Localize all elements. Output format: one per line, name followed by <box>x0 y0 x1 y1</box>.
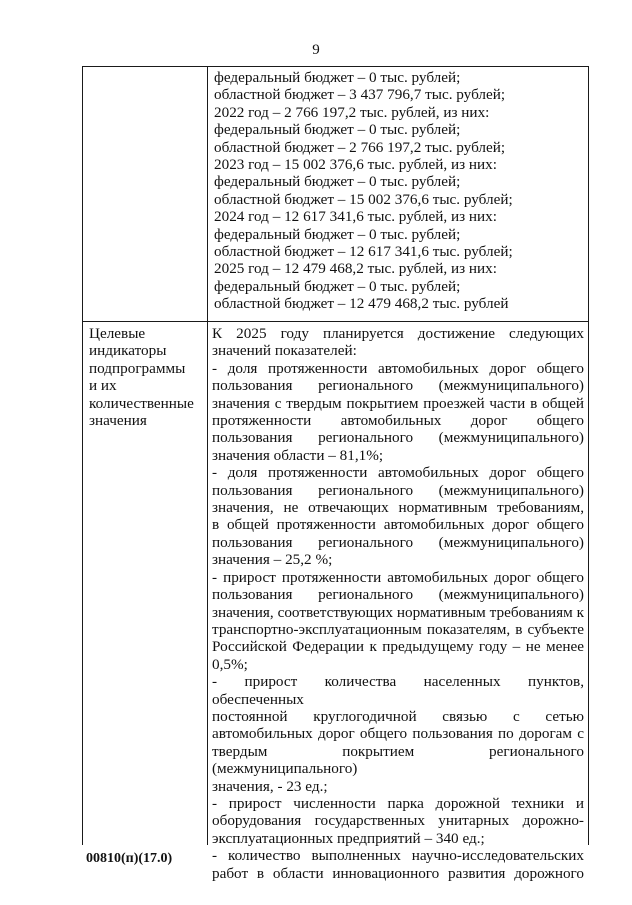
indicator-line: значения – 25,2 %; <box>212 551 333 569</box>
document-code: 00810(п)(17.0) <box>86 851 173 866</box>
indicator-line: твердым покрытием регионального (межмуниципального) <box>212 742 584 778</box>
funding-line: 2025 год – 12 479 468,2 тыс. рублей, из них: <box>214 260 497 278</box>
label-line: Целевые <box>89 325 146 342</box>
funding-cell <box>214 69 584 313</box>
label-line: количественные <box>89 394 194 412</box>
indicator-line: транспортно-эксплуатационным показателям, в субъекте <box>212 620 584 638</box>
indicators-cell <box>212 325 584 882</box>
indicator-line: значения, не отвечающих нормативным требованиям, <box>212 499 584 517</box>
indicator-line: пользования регионального (межмуниципального) <box>212 533 584 551</box>
indicator-line: - доля протяженности автомобильных дорог общего <box>212 359 584 377</box>
indicator-line: - доля протяженности автомобильных дорог общего <box>212 464 584 482</box>
funding-line: областной бюджет – 3 437 796,7 тыс. рублей; <box>214 86 506 104</box>
funding-line: федеральный бюджет – 0 тыс. рублей; <box>214 69 461 86</box>
indicator-line: К 2025 году планируется достижение следующих <box>212 325 584 342</box>
funding-line: 2024 год – 12 617 341,6 тыс. рублей, из них: <box>214 208 497 226</box>
funding-line: федеральный бюджет – 0 тыс. рублей; <box>214 173 461 191</box>
indicators-label <box>89 325 194 429</box>
indicator-line: - прирост численности парка дорожной техники и <box>212 794 584 812</box>
label-line: подпрограммы <box>89 359 186 377</box>
indicator-line: - количество выполненных научно-исследовательских <box>212 847 584 865</box>
indicator-line: пользования регионального (межмуниципального) <box>212 481 584 499</box>
funding-line: федеральный бюджет – 0 тыс. рублей; <box>214 121 461 139</box>
funding-line: федеральный бюджет – 0 тыс. рублей; <box>214 225 461 243</box>
funding-line: 2022 год – 2 766 197,2 тыс. рублей, из них: <box>214 103 490 121</box>
indicator-line: оборудования государственных унитарных дорожно- <box>212 812 584 830</box>
table-column-divider <box>207 66 208 845</box>
indicator-line: - прирост количества населенных пунктов, обеспеченных <box>212 673 584 708</box>
table-right-border <box>588 66 589 845</box>
label-line: индикаторы <box>89 342 167 360</box>
indicator-line: пользования регионального (межмуниципального) <box>212 429 584 447</box>
indicator-line: постоянной круглогодичной связью с сетью <box>212 707 584 725</box>
table-top-border <box>82 66 589 67</box>
indicator-line: значений показателей: <box>212 342 357 360</box>
table-left-border <box>82 66 83 845</box>
indicator-line: 0,5%; <box>212 655 248 673</box>
indicator-line: пользования регионального (межмуниципального) <box>212 377 584 395</box>
funding-line: областной бюджет – 15 002 376,6 тыс. рублей; <box>214 190 513 208</box>
funding-line: областной бюджет – 12 479 468,2 тыс. рублей <box>214 295 509 313</box>
indicator-line: - прирост протяженности автомобильных дорог общего <box>212 568 584 586</box>
indicator-line: пользования регионального (межмуниципального) <box>212 586 584 604</box>
indicator-line: значения, - 23 ед.; <box>212 777 328 795</box>
indicator-line: значения с твердым покрытием проезжей части в общей <box>212 394 584 412</box>
indicator-line: Российской Федерации к предыдущему году – не менее <box>212 638 584 656</box>
funding-line: 2023 год – 15 002 376,6 тыс. рублей, из них: <box>214 156 497 174</box>
label-line: значения <box>89 412 147 430</box>
indicator-line: в общей протяженности автомобильных дорог общего <box>212 516 584 534</box>
indicator-line: значения области – 81,1%; <box>212 446 384 464</box>
funding-line: федеральный бюджет – 0 тыс. рублей; <box>214 277 461 295</box>
indicator-line: эксплуатационных предприятий – 340 ед.; <box>212 829 485 847</box>
table-row-divider <box>82 321 589 322</box>
indicator-line: протяженности автомобильных дорог общего <box>212 412 584 430</box>
indicator-line: автомобильных дорог общего пользования по дорогам с <box>212 725 584 743</box>
indicator-line: значения, соответствующих нормативным требованиям к <box>212 603 584 621</box>
page-number: 9 <box>312 42 320 58</box>
funding-line: областной бюджет – 2 766 197,2 тыс. рублей; <box>214 138 506 156</box>
funding-line: областной бюджет – 12 617 341,6 тыс. рублей; <box>214 243 513 261</box>
indicator-line: работ в области инновационного развития дорожного <box>212 864 584 882</box>
label-line: и их <box>89 377 117 395</box>
